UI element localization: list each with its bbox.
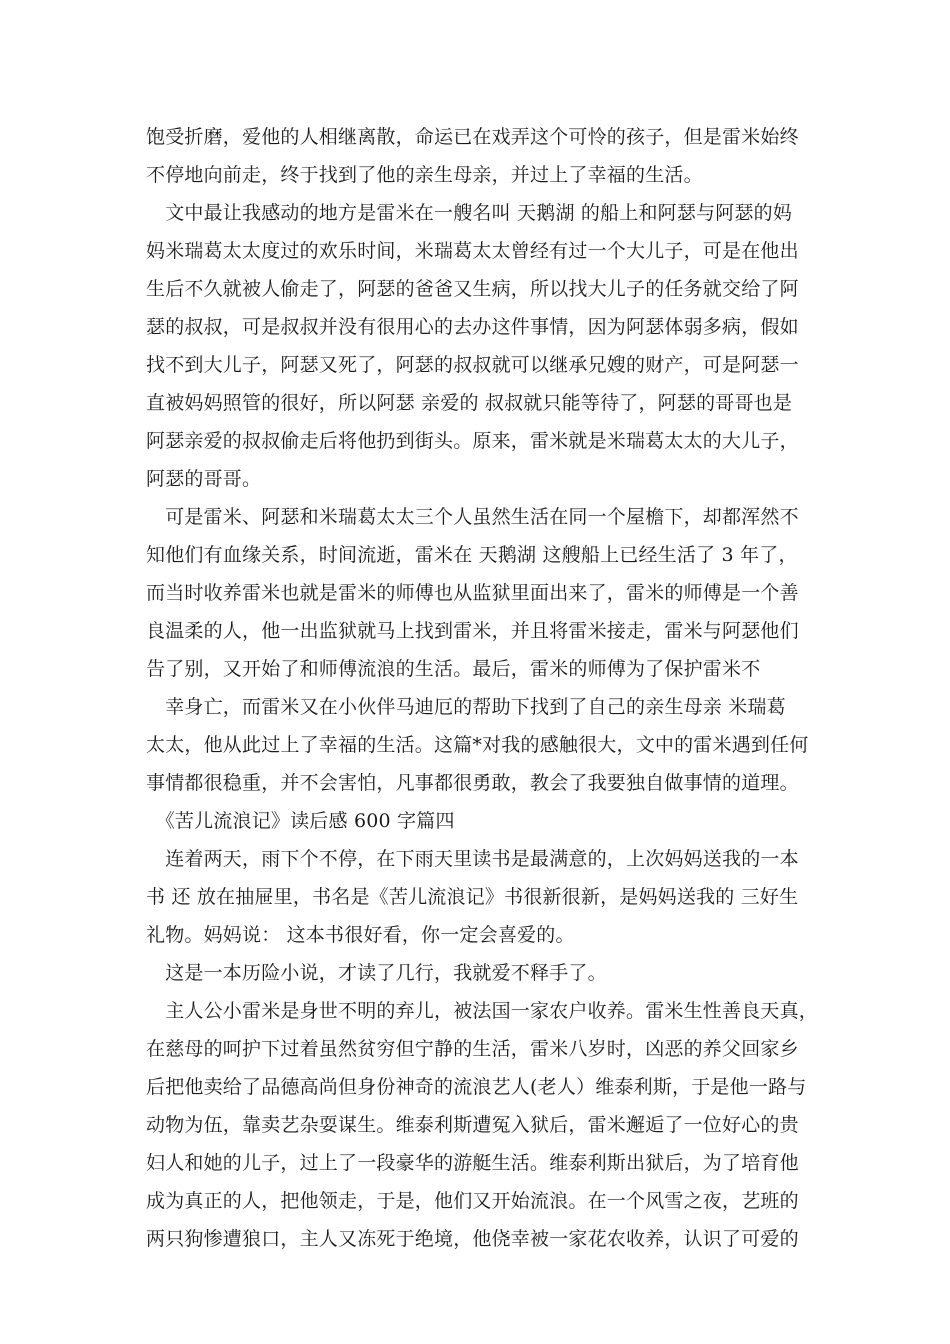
section-heading: 《苦儿流浪记》读后感 600 字篇四: [146, 810, 455, 832]
text-line: 找不到大儿子，阿瑟又死了，阿瑟的叔叔就可以继承兄嫂的财产，可是阿瑟一: [146, 354, 799, 376]
text-line: 知他们有血缘关系，时间流逝，雷米在 天鹅湖 这艘船上已经生活了 3 年了，: [146, 544, 798, 566]
text-line: 连着两天，雨下个不停，在下雨天里读书是最满意的，上次妈妈送我的一本: [146, 848, 799, 870]
text-line: 太太，他从此过上了幸福的生活。这篇*对我的感触很大，文中的雷米遇到任何: [146, 734, 809, 756]
text-line: 阿瑟的哥哥。: [146, 468, 262, 490]
text-line: 可是雷米、阿瑟和米瑞葛太太三个人虽然生活在同一个屋檐下，却都浑然不: [146, 506, 799, 528]
text-line: 成为真正的人，把他领走，于是，他们又开始流浪。在一个风雪之夜，艺班的: [146, 1190, 799, 1212]
text-line: 礼物。妈妈说： 这本书很好看，你一定会喜爱的。: [146, 924, 575, 946]
text-line: 而当时收养雷米也就是雷米的师傅也从监狱里面出来了，雷米的师傅是一个善: [146, 582, 799, 604]
text-line: 良温柔的人，他一出监狱就马上找到雷米，并且将雷米接走，雷米与阿瑟他们: [146, 620, 799, 642]
text-line: 书 还 放在抽屉里，书名是《苦儿流浪记》书很新很新，是妈妈送我的 三好生: [146, 886, 799, 908]
text-line: 饱受折磨，爱他的人相继离散，命运已在戏弄这个可怜的孩子，但是雷米始终: [146, 126, 799, 148]
text-line: 告了别，又开始了和师傅流浪的生活。最后，雷米的师傅为了保护雷米不: [146, 658, 761, 680]
text-line: 后把他卖给了品德高尚但身份神奇的流浪艺人(老人）维泰利斯，于是他一路与: [146, 1076, 807, 1098]
text-line: 瑟的叔叔，可是叔叔并没有很用心的去办这件事情，因为阿瑟体弱多病，假如: [146, 316, 799, 338]
text-line: 事情都很稳重，并不会害怕，凡事都很勇敢，教会了我要独自做事情的道理。: [146, 772, 799, 794]
text-line: 动物为伍，靠卖艺杂耍谋生。维泰利斯遭冤入狱后，雷米邂逅了一位好心的贵: [146, 1114, 799, 1136]
text-line: 这是一本历险小说，才读了几行，我就爱不释手了。: [146, 962, 607, 984]
text-line: 主人公小雷米是身世不明的弃儿，被法国一家农户收养。雷米生性善良天真，: [146, 1000, 819, 1022]
text-line: 妈米瑞葛太太度过的欢乐时间，米瑞葛太太曾经有过一个大儿子，可是在他出: [146, 240, 799, 262]
text-line: 阿瑟亲爱的叔叔偷走后将他扔到街头。原来，雷米就是米瑞葛太太的大儿子，: [146, 430, 799, 452]
text-line: 不停地向前走，终于找到了他的亲生母亲，并过上了幸福的生活。: [146, 164, 703, 186]
text-line: 两只狗惨遭狼口，主人又冻死于绝境，他侥幸被一家花农收养，认识了可爱的: [146, 1228, 799, 1250]
text-line: 直被妈妈照管的很好，所以阿瑟 亲爱的 叔叔就只能等待了，阿瑟的哥哥也是: [146, 392, 793, 414]
text-line: 幸身亡，而雷米又在小伙伴马迪厄的帮助下找到了自己的亲生母亲 米瑞葛: [146, 696, 786, 718]
text-line: 妇人和她的儿子，过上了一段豪华的游艇生活。维泰利斯出狱后，为了培育他: [146, 1152, 799, 1174]
text-line: 文中最让我感动的地方是雷米在一艘名叫 天鹅湖 的船上和阿瑟与阿瑟的妈: [146, 202, 793, 224]
text-line: 在慈母的呵护下过着虽然贫穷但宁静的生活，雷米八岁时，凶恶的养父回家乡: [146, 1038, 799, 1060]
text-line: 生后不久就被人偷走了，阿瑟的爸爸又生病，所以找大儿子的任务就交给了阿: [146, 278, 799, 300]
